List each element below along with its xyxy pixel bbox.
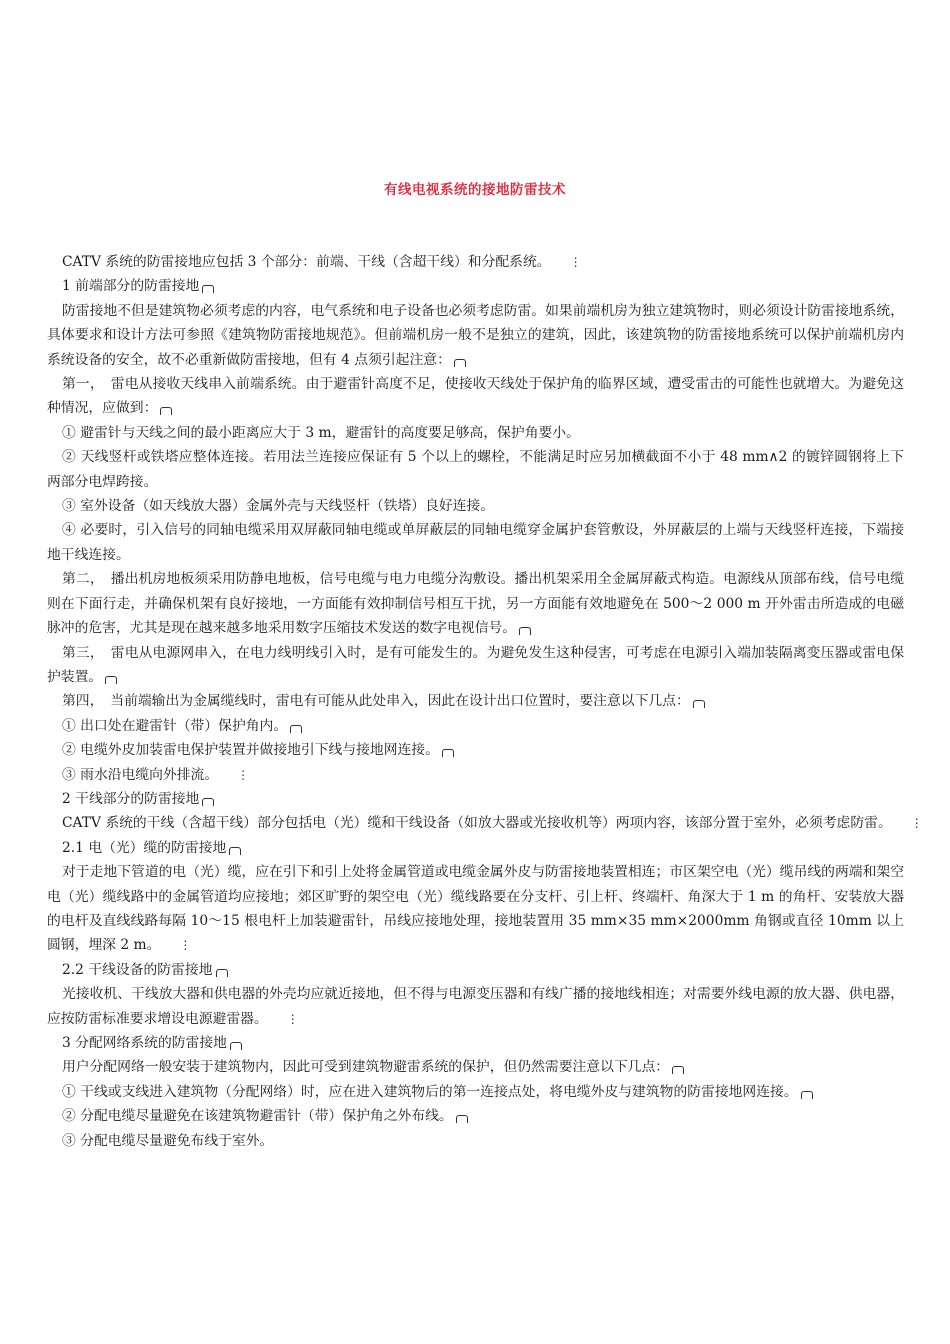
paragraph-text: 2.2 干线设备的防雷接地 [62,961,213,978]
paragraph [47,1104,904,1128]
paragraph [47,445,904,494]
paragraph-mark-icon [202,798,214,806]
paragraph-text: CATV 系统的干线（含超干线）部分包括电（光）缆和干线设备（如放大器或光接收机等）两项内容，该部分置于室外，必须考虑防雷。 [62,815,892,832]
paragraph [47,1129,904,1153]
paragraph-text: ② 电缆外皮加装雷电保护装置并做接地引下线与接地网连接。 [62,742,439,759]
paragraph [47,250,904,274]
paragraph [47,689,904,713]
vertical-dots-icon: ⋮ [179,938,192,953]
paragraph [47,811,923,835]
vertical-dots-icon: ⋮ [286,1011,299,1026]
paragraph-text: 光接收机、干线放大器和供电器的外壳均应就近接地，但不得与电源变压器和有线广播的接地线相连；对需要外线电源的放大器、供电器，应按防雷标准要求增设电源避雷器。 [47,986,904,1027]
paragraph [47,860,904,958]
paragraph [47,299,904,372]
paragraph [47,836,904,860]
paragraph-text: ① 干线或支线进入建筑物（分配网络）时，应在进入建筑物后的第一连接点处，将电缆外皮与建筑物的防雷接地网连接。 [62,1083,798,1100]
paragraph-text: ① 出口处在避雷针（带）保护角内。 [62,717,288,734]
paragraph [47,1080,904,1104]
paragraph-text: 用户分配网络一般安装于建筑物内，因此可受到建筑物避雷系统的保护，但仍然需要注意以下几点： [62,1059,670,1076]
paragraph-text: ③ 分配电缆尽量避免布线于室外。 [62,1132,274,1149]
paragraph [47,714,904,738]
document-title: 有线电视系统的接地防雷技术 [384,182,566,198]
paragraph-text: 2.1 电（光）缆的防雷接地 [62,839,227,856]
paragraph [47,494,904,518]
paragraph-text: ③ 雨水沿电缆向外排流。 [62,766,219,783]
paragraph-mark-icon [160,407,172,415]
paragraph-text: 3 分配网络系统的防雷接地 [62,1035,227,1051]
paragraph-text: ① 避雷针与天线之间的最小距离应大于 3 m，避雷针的高度要足够高，保护角要小。 [62,424,580,441]
paragraph [47,1031,904,1055]
paragraph-text: 1 前端部分的防雷接地 [62,278,200,295]
paragraph-mark-icon [202,285,214,293]
paragraph-text: 2 干线部分的防雷接地 [62,790,200,807]
paragraph-text: ② 天线竖杆或铁塔应整体连接。若用法兰连接应保证有 5 个以上的螺栓，不能满足时应另加横截面不小于 48 mm∧2 的镀锌圆钢将上下两部分电焊跨接。 [47,449,904,490]
document-body [47,250,923,1153]
paragraph-mark-icon [290,725,302,733]
paragraph-text: ④ 必要时，引入信号的同轴电缆采用双屏蔽同轴电缆或单屏蔽层的同轴电缆穿金属护套管敷设，外屏蔽层的上端与天线竖杆连接，下端接地干线连接。 [47,522,904,563]
paragraph [47,641,904,690]
paragraph [47,982,904,1031]
paragraph [47,421,904,445]
paragraph [47,763,904,787]
paragraph-mark-icon [801,1091,813,1099]
paragraph [47,567,904,640]
paragraph-text: 防雷接地不但是建筑物必须考虑的内容，电气系统和电子设备也必须考虑防雷。如果前端机房为独立建筑物时，则必须设计防雷接地系统，具体要求和设计方法可参照《建筑物防雷接地规范》。但前端机房一般不是独立的建筑，因此，该建筑物的防雷接地系统可以保护前端机房内系统设备的安全，故不必重新做防雷接地，但有 4 点须引起注意： [47,302,904,368]
paragraph-mark-icon [442,749,454,757]
paragraph-text: ② 分配电缆尽量避免在该建筑物避雷针（带）保护角之外布线。 [62,1108,453,1125]
paragraph [47,1055,904,1079]
paragraph-mark-icon [456,1115,468,1123]
paragraph-mark-icon [105,676,117,684]
paragraph-text: 第四， 当前端输出为金属缆线时，雷电有可能从此处串入，因此在设计出口位置时，要注意以下几点： [62,693,690,710]
vertical-dots-icon: ⋮ [569,255,582,269]
paragraph-mark-icon [229,847,241,855]
paragraph-text: ③ 室外设备（如天线放大器）金属外壳与天线竖杆（铁塔）良好连接。 [62,498,495,515]
paragraph [47,787,904,811]
paragraph-text: CATV 系统的防雷接地应包括 3 个部分：前端、干线（含超干线）和分配系统。 [62,254,551,270]
paragraph-mark-icon [216,969,228,977]
paragraph [47,738,904,762]
paragraph-mark-icon [519,627,531,635]
paragraph-mark-icon [230,1042,242,1050]
paragraph [47,518,904,567]
paragraph-text: 对于走地下管道的电（光）缆，应在引下和引上处将金属管道或电缆金属外皮与防雷接地装置相连；市区架空电（光）缆吊线的两端和架空电（光）缆线路中的金属管道均应接地；郊区旷野的架空电（光）缆线路要在分支杆、引上杆、终端杆、角深大于 1 m 的角杆、安装放大器的电杆及直线线路每隔 10～15 根电杆上加装避雷针，吊线应接地处理，接地装置用 35 mm×35 mm×2000mm 角钢或直径 10mm 以上圆钢，埋深 2 m。 [47,864,904,954]
paragraph-mark-icon [693,700,705,708]
paragraph-text: 第一， 雷电从接收天线串入前端系统。由于避雷针高度不足，使接收天线处于保护角的临界区域，遭受雷击的可能性也就增大。为避免这种情况，应做到： [47,376,904,417]
paragraph-text: 第三， 雷电从电源网串入，在电力线明线引入时，是有可能发生的。为避免发生这种侵害，可考虑在电源引入端加装隔离变压器或雷电保护装置。 [47,644,904,685]
paragraph [47,958,904,982]
paragraph [47,372,904,421]
vertical-dots-icon: ⋮ [910,816,923,831]
paragraph-mark-icon [454,359,466,367]
paragraph-text: 第二， 播出机房地板须采用防静电地板，信号电缆与电力电缆分沟敷设。播出机架采用全金属屏蔽式构造。电源线从顶部布线，信号电缆则在下面行走，并确保机架有良好接地，一方面能有效抑制信号相互干扰，另一方面能有效地避免在 500～2 000 m 开外雷击所造成的电磁脉冲的危害，尤其是现在越来越多地采用数字压缩技术发送的数字电视信号。 [47,571,904,637]
paragraph [47,274,904,298]
paragraph-mark-icon [672,1066,684,1074]
vertical-dots-icon: ⋮ [237,767,250,782]
